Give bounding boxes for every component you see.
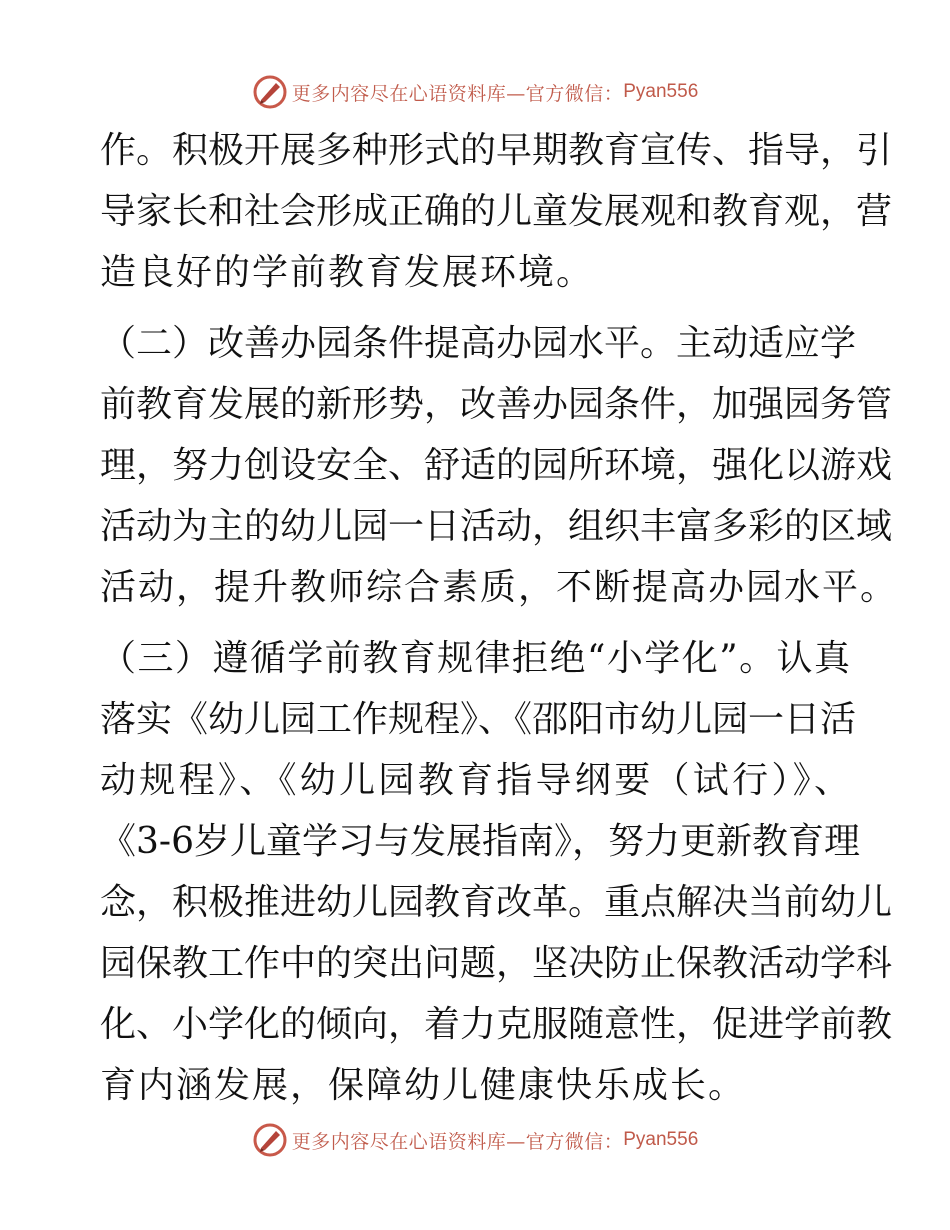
text-line: 活动为主的幼儿园一日活动，组织丰富多彩的区域 (100, 506, 893, 547)
watermark-header (0, 72, 950, 112)
text-line: 园保教工作中的突出问题，坚决防止保教活动学科 (100, 943, 893, 984)
paragraph (100, 313, 899, 618)
text-line: 前教育发展的新形势，改善办园条件，加强园务管 (100, 384, 893, 425)
text-line: 落实《幼儿园工作规程》、《邵阳市幼儿园一日活 (100, 699, 857, 740)
watermark-footer (0, 1120, 950, 1160)
pen-logo-icon (252, 74, 288, 110)
watermark-text: 更多内容尽在心语资料库—官方微信： (291, 1130, 624, 1153)
text-line: 理，努力创设安全、舒适的园所环境，强化以游戏 (100, 445, 893, 486)
watermark-handle: Pyan556 (623, 1129, 699, 1150)
paragraph (100, 628, 893, 1116)
watermark-text: 更多内容尽在心语资料库—官方微信： (291, 82, 624, 105)
watermark-handle: Pyan556 (623, 81, 699, 102)
text-line: 动规程》、《幼儿园教育指导纲要（试行）》、 (100, 760, 850, 801)
text-line: 化、小学化的倾向，着力克服随意性，促进学前教 (100, 1004, 893, 1045)
text-line: 作。积极开展多种形式的早期教育宣传、指导，引 (100, 130, 893, 171)
document-body (100, 120, 899, 1116)
text-line: 念，积极推进幼儿园教育改革。重点解决当前幼儿 (100, 882, 893, 923)
text-line: （二）改善办园条件提高办园水平。主动适应学 (100, 323, 857, 364)
text-line: （三）遵循学前教育规律拒绝“小学化”。认真 (100, 638, 850, 679)
text-line: 活动，提升教师综合素质，不断提高办园水平。 (100, 567, 899, 608)
text-line: 育内涵发展，保障幼儿健康快乐成长。 (100, 1065, 747, 1106)
text-line: 《3-6岁儿童学习与发展指南》，努力更新教育理 (100, 821, 860, 862)
text-line: 造良好的学前教育发展环境。 (100, 252, 595, 293)
text-line: 导家长和社会形成正确的儿童发展观和教育观，营 (100, 191, 893, 232)
pen-logo-icon (252, 1122, 288, 1158)
paragraph (100, 120, 893, 303)
